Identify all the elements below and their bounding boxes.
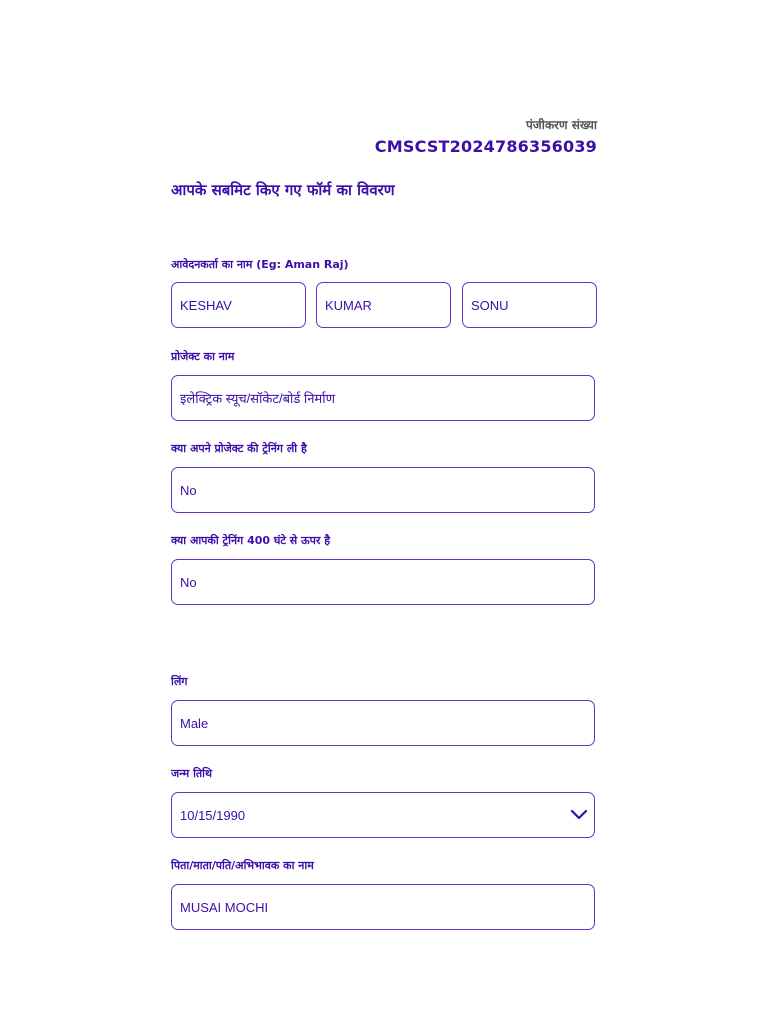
training-over-400-field[interactable]: No (171, 559, 595, 605)
training-taken-label: क्या अपने प्रोजेक्ट की ट्रेनिंग ली है (171, 442, 307, 455)
applicant-last-name-field[interactable]: SONU (462, 282, 597, 328)
guardian-name-field[interactable]: MUSAI MOCHI (171, 884, 595, 930)
gender-field[interactable]: Male (171, 700, 595, 746)
dob-label: जन्म तिथि (171, 767, 213, 780)
dob-value: 10/15/1990 (180, 807, 246, 823)
chevron-down-icon[interactable] (570, 809, 588, 821)
project-name-field[interactable]: इलेक्ट्रिक स्यूच/सॉकेट/बोर्ड निर्माण (171, 375, 595, 421)
dob-select[interactable] (171, 792, 595, 838)
applicant-first-name-field[interactable]: KESHAV (171, 282, 306, 328)
training-over-400-label: क्या आपकी ट्रेनिंग 400 घंटे से ऊपर है (171, 534, 331, 547)
guardian-name-label: पिता/माता/पति/अभिभावक का नाम (171, 859, 314, 872)
page-title: आपके सबमिट किए गए फॉर्म का विवरण (171, 181, 395, 199)
project-name-label: प्रोजेक्ट का नाम (171, 350, 235, 363)
registration-number: CMSCST2024786356039 (374, 137, 597, 156)
registration-label: पंजीकरण संख्या (525, 118, 597, 132)
training-taken-field[interactable]: No (171, 467, 595, 513)
applicant-name-label: आवेदनकर्ता का नाम (Eg: Aman Raj) (171, 258, 349, 271)
applicant-middle-name-field[interactable]: KUMAR (316, 282, 451, 328)
gender-label: लिंग (171, 675, 188, 688)
